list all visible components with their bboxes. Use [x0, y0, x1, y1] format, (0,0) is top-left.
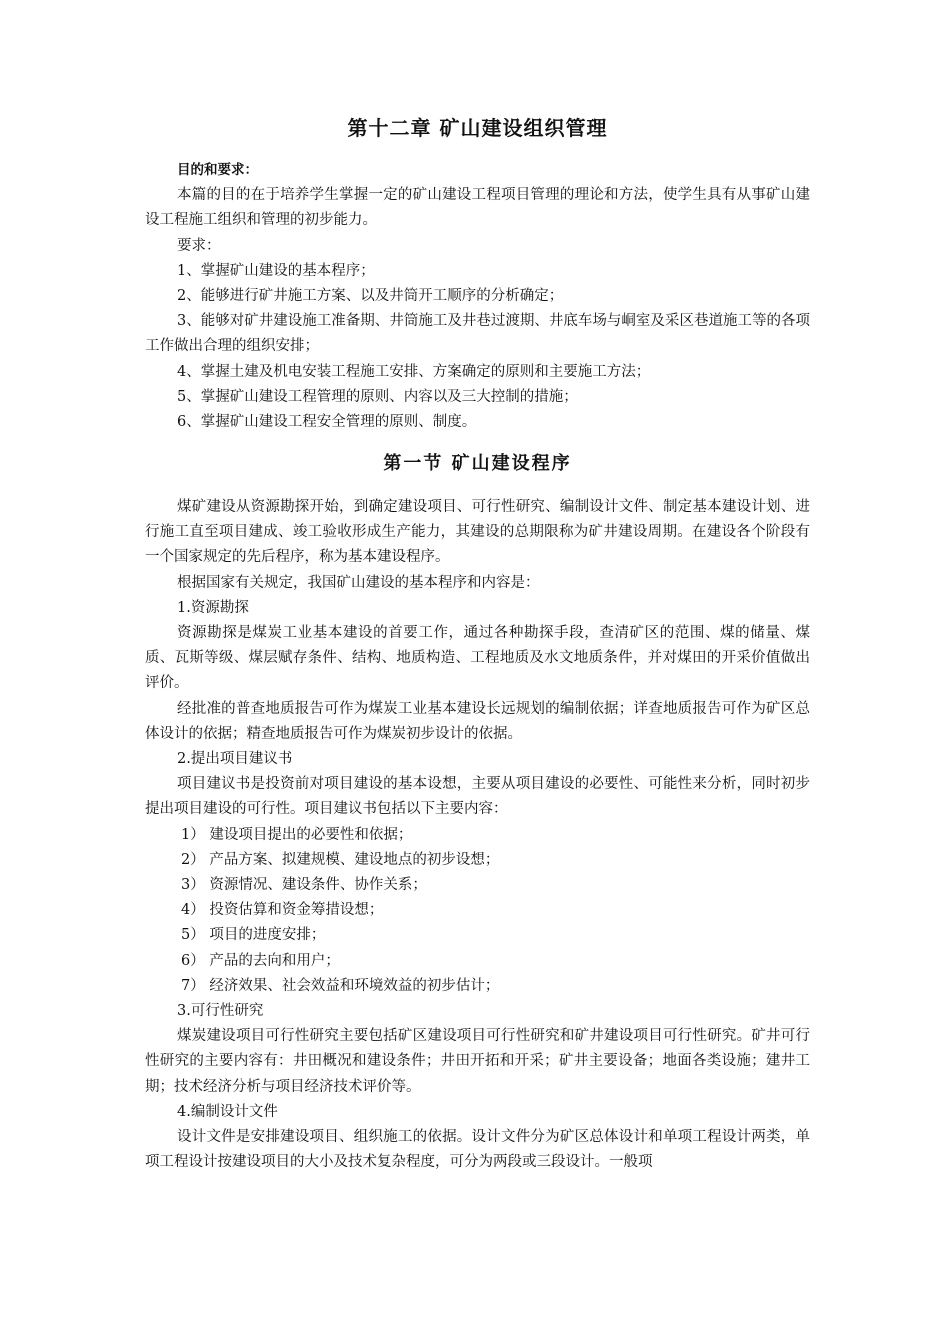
purpose-intro: 本篇的目的在于培养学生掌握一定的矿山建设工程项目管理的理论和方法，使学生具有从事矿山建设工程施工组织和管理的初步能力。 — [145, 187, 810, 229]
list-item: 2） 产品方案、拟建规模、建设地点的初步设想； — [181, 851, 500, 868]
paragraph: 资源勘探是煤炭工业基本建设的首要工作，通过各种勘探手段，查清矿区的范围、煤的储量、煤质、瓦斯等级、煤层赋存条件、结构、地质构造、工程地质及水文地质条件，并对煤田的开采价值做出评价。 — [145, 624, 810, 692]
list-item: 3） 资源情况、建设条件、协作关系； — [181, 876, 427, 893]
purpose-label: 目的和要求： — [177, 162, 258, 178]
requirement-item: 1、掌握矿山建设的基本程序； — [177, 262, 375, 279]
section-body — [145, 495, 810, 1175]
list-item: 5） 项目的进度安排； — [181, 927, 326, 944]
subheading: 3.可行性研究 — [177, 1002, 264, 1019]
list-item: 7） 经济效果、社会效益和环境效益的初步估计； — [181, 977, 500, 994]
requirement-item: 6、掌握矿山建设工程安全管理的原则、制度。 — [177, 413, 477, 430]
requirement-item: 5、掌握矿山建设工程管理的原则、内容以及三大控制的措施； — [177, 388, 578, 405]
paragraph: 项目建议书是投资前对项目建设的基本设想，主要从项目建设的必要性、可能性来分析，同时初步提出项目建设的可行性。项目建议书包括以下主要内容： — [145, 776, 810, 818]
chapter-title: 第十二章 矿山建设组织管理 — [347, 116, 608, 140]
paragraph: 煤炭建设项目可行性研究主要包括矿区建设项目可行性研究和矿井建设项目可行性研究。矿井可行性研究的主要内容有：井田概况和建设条件；井田开拓和开采；矿井主要设备；地面各类设施；建井工期；技术经济分析与项目经济技术评价等。 — [145, 1028, 810, 1095]
list-item: 6） 产品的去向和用户； — [181, 952, 340, 969]
requirement-item: 2、能够进行矿井施工方案、以及井筒开工顺序的分析确定； — [177, 287, 564, 304]
purpose-block — [145, 158, 810, 435]
requirements-label: 要求： — [177, 237, 221, 254]
requirement-item: 4、掌握土建及机电安装工程施工安排、方案确定的原则和主要施工方法； — [177, 363, 651, 380]
requirement-item: 3、能够对矿井建设施工准备期、井筒施工及井巷过渡期、井底车场与峒室及采区巷道施工等的各项工作做出合理的组织安排； — [145, 313, 810, 355]
subheading: 4.编制设计文件 — [177, 1103, 278, 1120]
paragraph: 根据国家有关规定，我国矿山建设的基本程序和内容是： — [177, 574, 540, 591]
list-item: 4） 投资估算和资金筹措设想； — [181, 902, 384, 919]
paragraph: 设计文件是安排建设项目、组织施工的依据。设计文件分为矿区总体设计和单项工程设计两类，单项工程设计按建设项目的大小及技术复杂程度，可分为两段或三段设计。一般项 — [145, 1128, 810, 1171]
subheading: 1.资源勘探 — [177, 599, 249, 616]
list-item: 1） 建设项目提出的必要性和依据； — [181, 826, 413, 843]
subheading: 2.提出项目建议书 — [177, 751, 293, 767]
section-heading-block — [145, 444, 810, 484]
paragraph: 经批准的普查地质报告可作为煤炭工业基本建设长远规划的编制依据；详查地质报告可作为矿区总体设计的依据；精查地质报告可作为煤炭初步设计的依据。 — [145, 700, 810, 742]
section-title: 第一节 矿山建设程序 — [383, 453, 572, 474]
paragraph: 煤矿建设从资源勘探开始，到确定建设项目、可行性研究、编制设计文件、制定基本建设计划、进行施工直至项目建成、竣工验收形成生产能力，其建设的总期限称为矿井建设周期。在建设各个阶段有一个国家规定的先后程序，称为基本建设程序。 — [145, 499, 810, 566]
